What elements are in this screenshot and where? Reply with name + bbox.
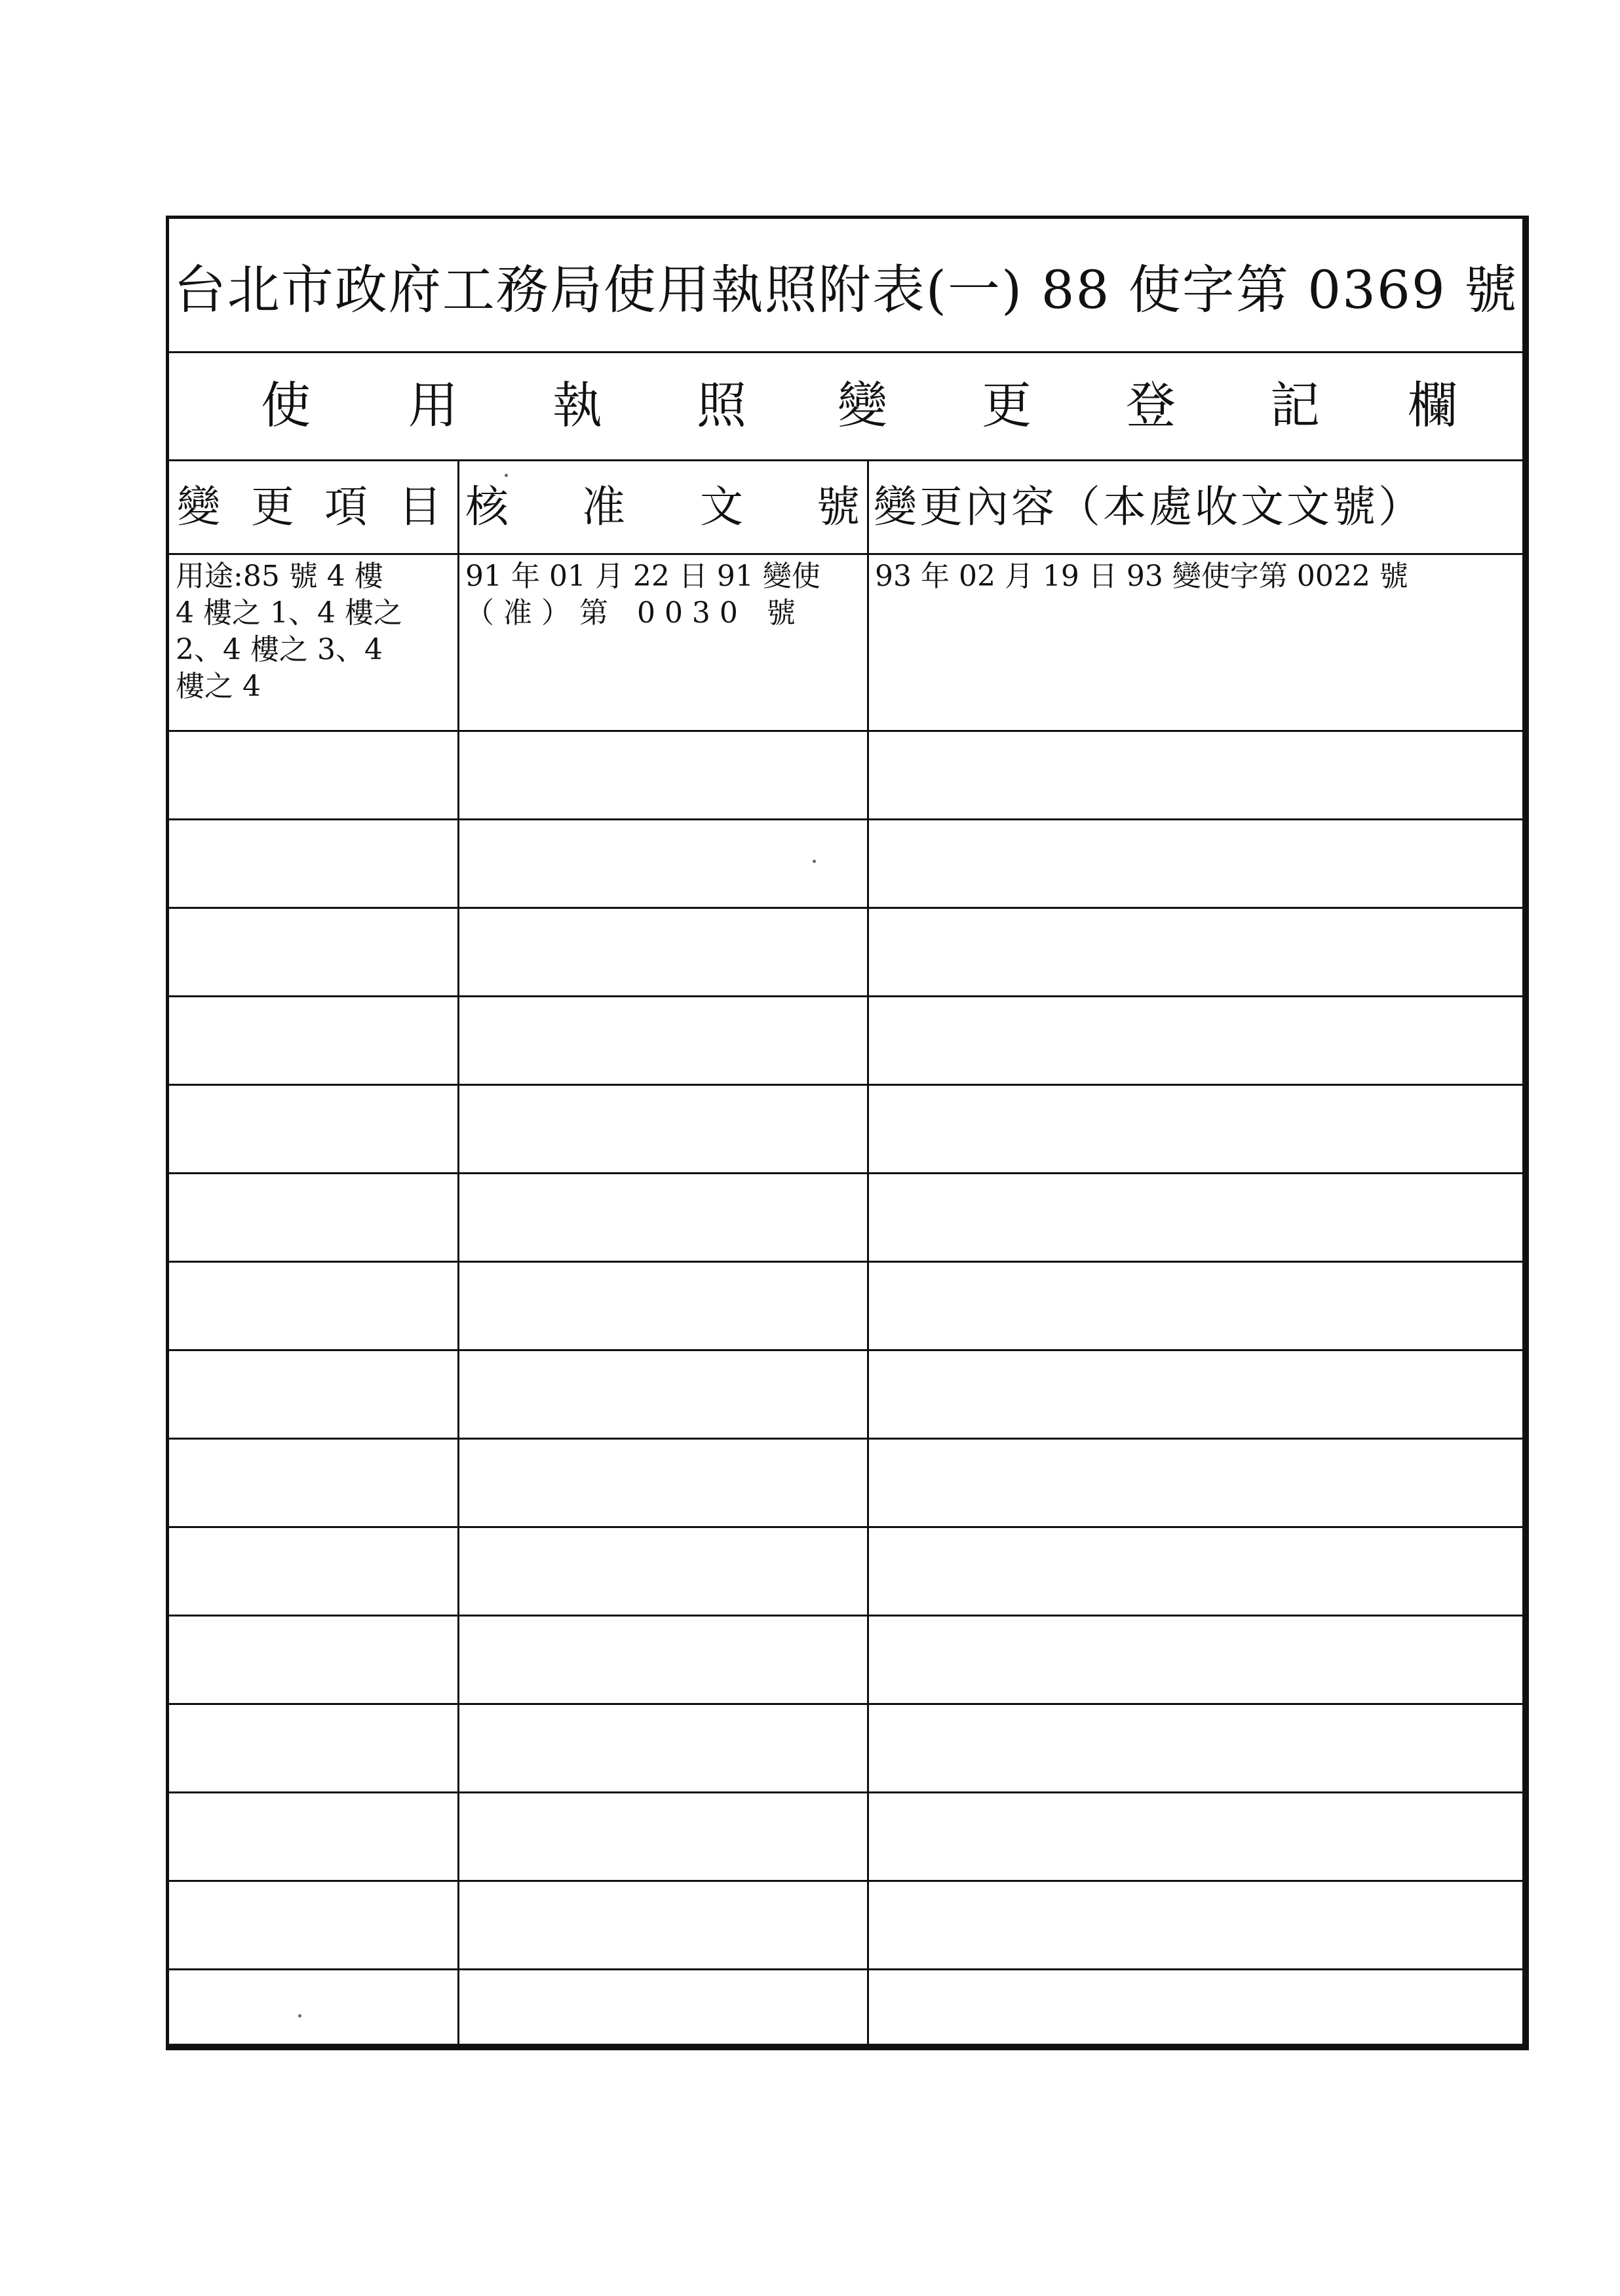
- row1-change-content: 93 年 02 月 19 日 93 變使字第 0022 號: [875, 560, 1408, 593]
- subtitle-char: 記: [1270, 376, 1320, 434]
- row-divider: [169, 730, 1522, 732]
- row-divider: [169, 818, 1522, 820]
- row-divider: [169, 1084, 1522, 1086]
- row-divider: [169, 995, 1522, 997]
- row1-approval-number: 91 年 01 月 22 日 91 變使 （ 准 ） 第 0 0 3 0 號: [465, 560, 820, 630]
- header-change-content: 變更內容（本處收文文號）: [874, 482, 1424, 532]
- row-divider: [169, 1261, 1522, 1263]
- row-divider: [169, 1172, 1522, 1174]
- column-divider: [867, 461, 869, 2044]
- header-approval-number: 核 准 文 號: [465, 482, 860, 532]
- header-change-item: 變 更 項 目: [177, 482, 442, 532]
- row-divider: [169, 553, 1522, 555]
- subtitle-char: 登: [1126, 376, 1176, 434]
- row-divider: [169, 1438, 1522, 1440]
- registration-form: [166, 216, 1529, 2050]
- form-title: 台北市政府工務局使用執照附表(一) 88 使字第 0369 號: [173, 259, 1518, 320]
- scan-speck: [813, 860, 816, 863]
- subtitle-char: 使: [261, 376, 311, 434]
- row-divider: [169, 1349, 1522, 1351]
- row-divider: [169, 907, 1522, 909]
- scan-speck: [505, 474, 508, 477]
- row-divider: [169, 1703, 1522, 1705]
- subtitle-char: 執: [552, 376, 602, 434]
- scan-speck: [298, 2014, 301, 2018]
- row-divider: [169, 1880, 1522, 1882]
- row-divider: [169, 1615, 1522, 1617]
- subtitle-row: [169, 353, 1522, 461]
- subtitle-char: 更: [982, 376, 1032, 434]
- subtitle-char: 用: [408, 376, 458, 434]
- subtitle-char: 變: [838, 376, 887, 434]
- title-row: [169, 219, 1522, 353]
- column-divider: [457, 461, 459, 2044]
- subtitle-char: 照: [697, 376, 746, 434]
- row-divider: [169, 1968, 1522, 1970]
- row-divider: [169, 1526, 1522, 1528]
- row-divider: [169, 1791, 1522, 1793]
- subtitle-char: 欄: [1408, 376, 1457, 434]
- row1-change-item: 用途:85 號 4 樓 4 樓之 1、4 樓之 2、4 樓之 3、4 樓之 4: [176, 560, 402, 703]
